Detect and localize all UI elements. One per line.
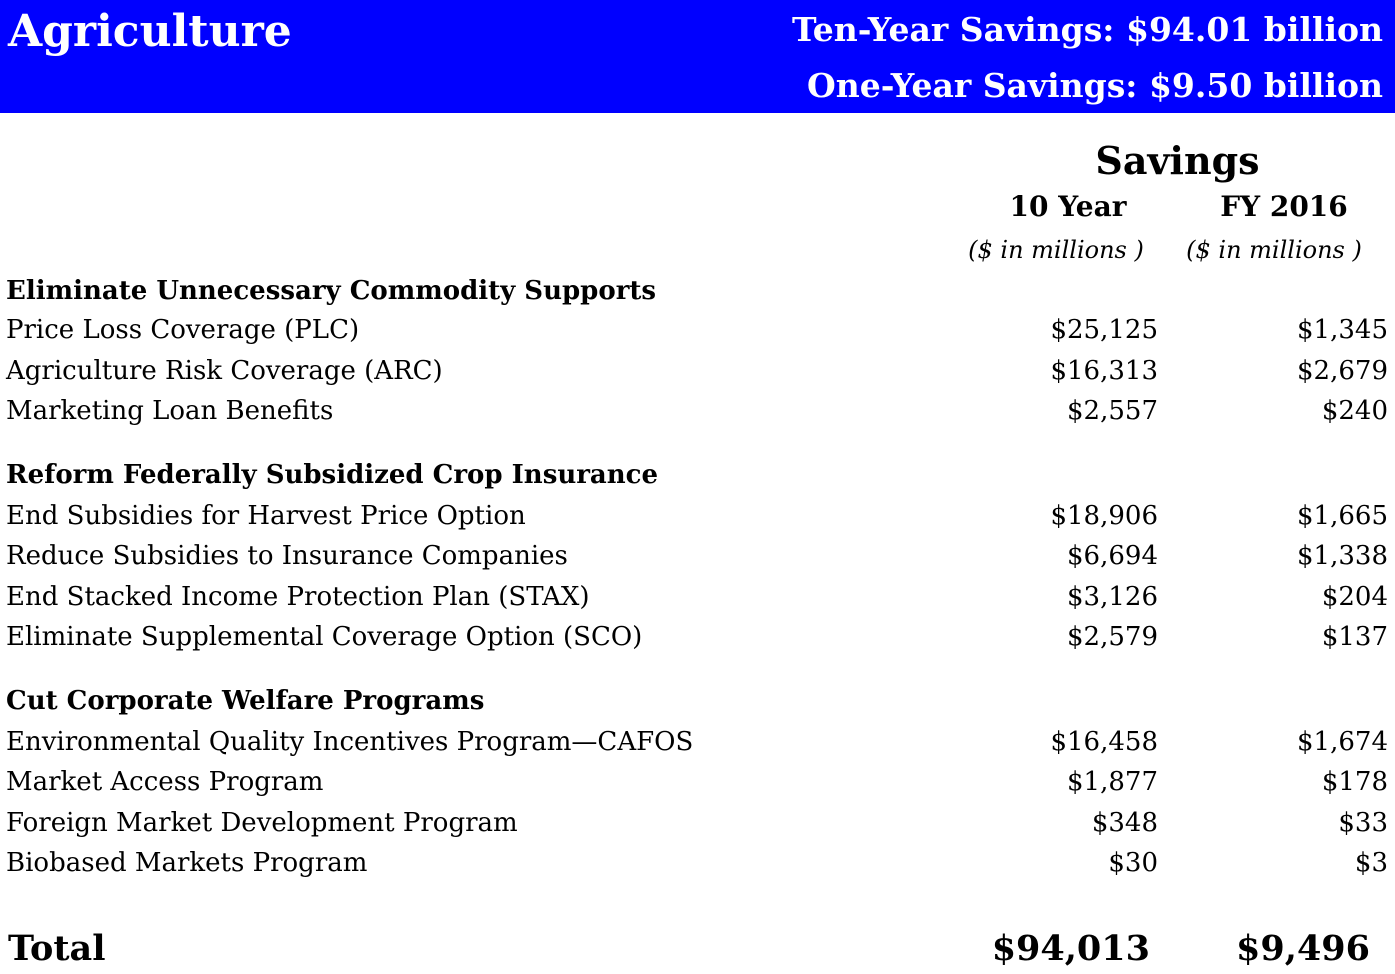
total-ten-year-value: $94,013 — [991, 928, 1150, 969]
row-label: Market Access Program — [6, 767, 324, 797]
table-row — [6, 808, 1390, 848]
row-label: End Stacked Income Protection Plan (STAX) — [6, 582, 590, 612]
table-row — [6, 541, 1390, 581]
ten-year-savings: Ten-Year Savings: $94.01 billion — [791, 10, 1383, 49]
section-title: Cut Corporate Welfare Programs — [6, 686, 485, 716]
table-row — [6, 396, 1390, 436]
row-fy2016-value: $33 — [1338, 808, 1388, 838]
table-row — [6, 848, 1390, 888]
row-label: Agriculture Risk Coverage (ARC) — [6, 356, 443, 386]
table-row — [6, 767, 1390, 807]
table-row — [6, 501, 1390, 541]
table-row — [6, 315, 1390, 355]
column-unit-fy2016: ($ in millions ) — [1186, 236, 1362, 264]
row-fy2016-value: $178 — [1321, 767, 1388, 797]
row-ten-year-value: $18,906 — [1050, 501, 1158, 531]
row-label: Price Loss Coverage (PLC) — [6, 315, 360, 345]
row-label: Environmental Quality Incentives Program—CAFOS — [6, 727, 694, 757]
table-row — [6, 622, 1390, 662]
row-fy2016-value: $1,338 — [1297, 541, 1388, 571]
column-unit-10-year: ($ in millions ) — [968, 236, 1144, 264]
row-ten-year-value: $2,557 — [1067, 396, 1158, 426]
row-ten-year-value: $30 — [1108, 848, 1158, 878]
row-ten-year-value: $348 — [1091, 808, 1158, 838]
total-fy2016-value: $9,496 — [1236, 928, 1370, 969]
row-label: Reduce Subsidies to Insurance Companies — [6, 541, 568, 571]
row-ten-year-value: $6,694 — [1067, 541, 1158, 571]
table-row — [6, 582, 1390, 622]
page-title: Agriculture — [8, 6, 292, 57]
row-fy2016-value: $3 — [1354, 848, 1388, 878]
table-row — [6, 727, 1390, 767]
row-ten-year-value: $1,877 — [1067, 767, 1158, 797]
row-ten-year-value: $25,125 — [1050, 315, 1158, 345]
row-ten-year-value: $16,313 — [1050, 356, 1158, 386]
row-label: Biobased Markets Program — [6, 848, 368, 878]
section-title: Reform Federally Subsidized Crop Insurance — [6, 460, 659, 490]
row-label: Eliminate Supplemental Coverage Option (SCO) — [6, 622, 643, 652]
row-fy2016-value: $2,679 — [1297, 356, 1388, 386]
row-fy2016-value: $1,674 — [1297, 727, 1388, 757]
row-label: Foreign Market Development Program — [6, 808, 518, 838]
savings-heading: Savings — [1095, 138, 1260, 183]
row-fy2016-value: $1,665 — [1297, 501, 1388, 531]
table-row — [6, 356, 1390, 396]
section-title: Eliminate Unnecessary Commodity Supports — [6, 276, 657, 306]
row-ten-year-value: $3,126 — [1067, 582, 1158, 612]
row-label: End Subsidies for Harvest Price Option — [6, 501, 526, 531]
row-fy2016-value: $204 — [1321, 582, 1388, 612]
row-fy2016-value: $1,345 — [1297, 315, 1388, 345]
header-banner — [0, 0, 1395, 113]
column-header-fy2016: FY 2016 — [1220, 190, 1348, 223]
total-label: Total — [8, 928, 106, 969]
row-ten-year-value: $2,579 — [1067, 622, 1158, 652]
one-year-savings: One-Year Savings: $9.50 billion — [806, 66, 1383, 105]
row-ten-year-value: $16,458 — [1050, 727, 1158, 757]
row-label: Marketing Loan Benefits — [6, 396, 334, 426]
row-fy2016-value: $137 — [1321, 622, 1388, 652]
column-header-10-year: 10 Year — [1009, 190, 1127, 223]
row-fy2016-value: $240 — [1321, 396, 1388, 426]
